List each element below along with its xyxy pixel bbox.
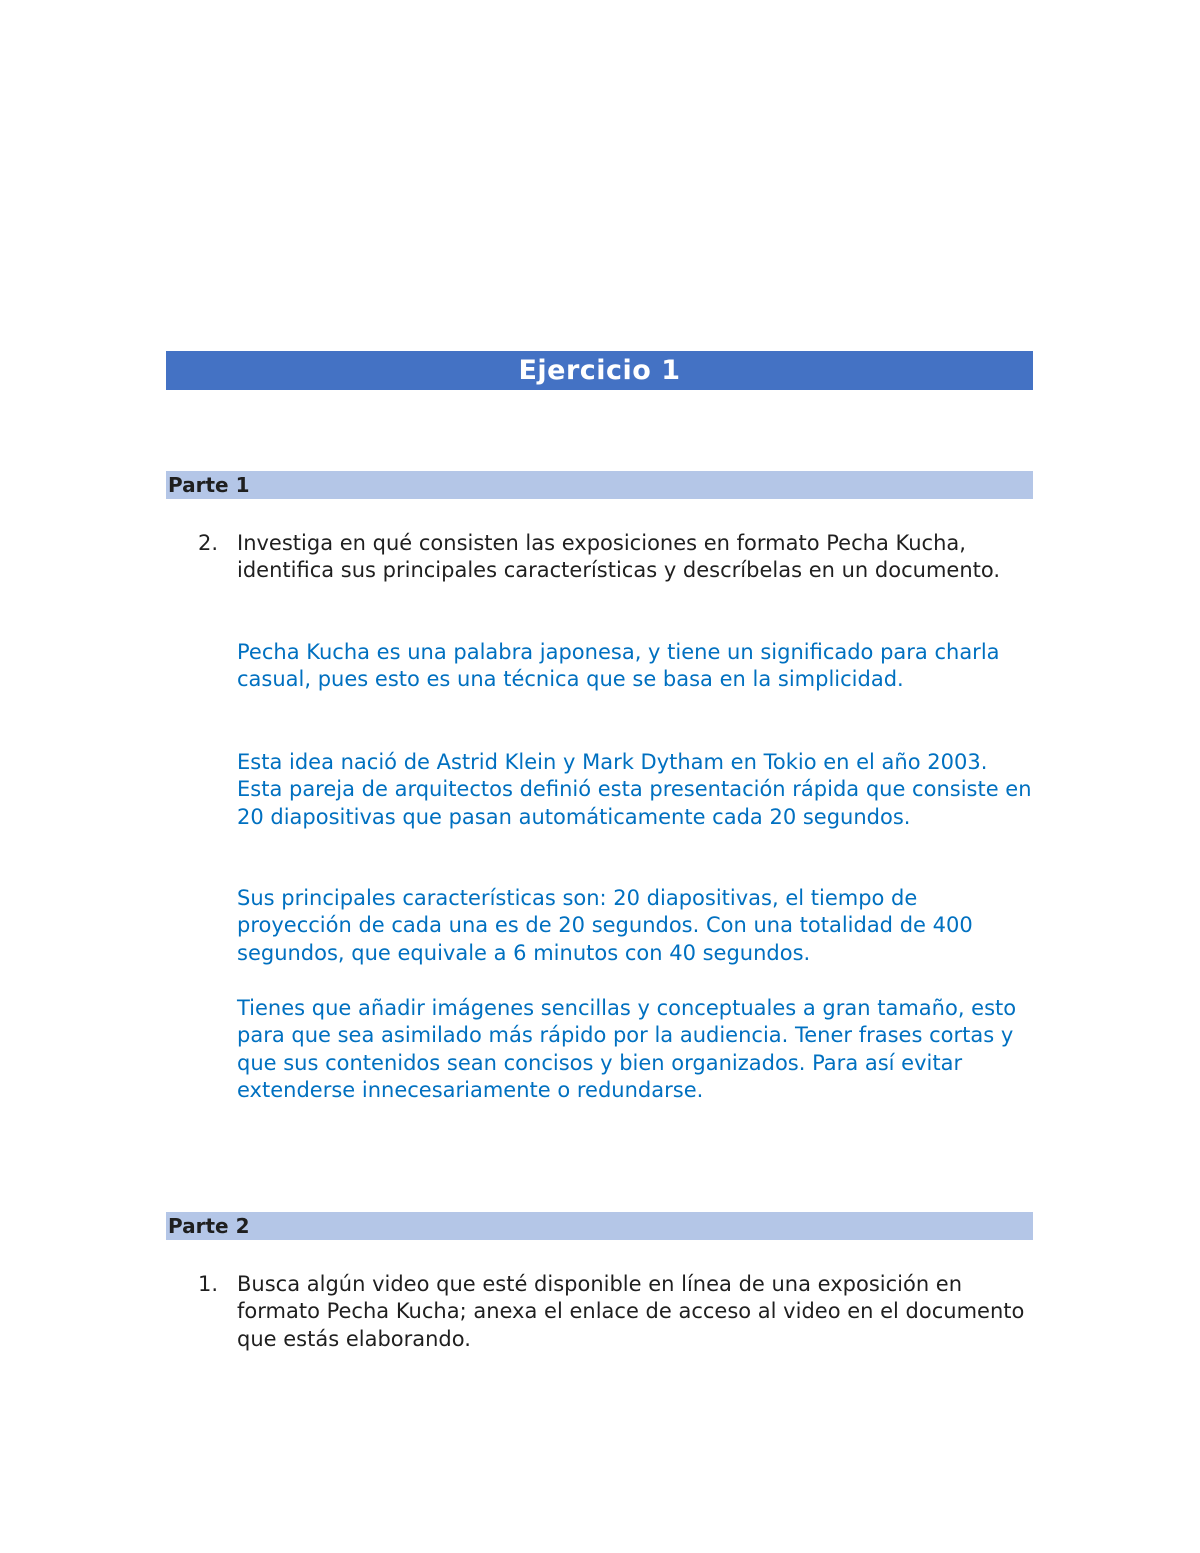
- part-1-heading: Parte 1: [166, 471, 1033, 499]
- question-text: Busca algún video que esté disponible en línea de una exposición en formato Pecha Kucha; anexa el enlace de acceso al video en el documento que estás elaborando.: [237, 1272, 1025, 1351]
- answer-paragraph-1: Pecha Kucha es una palabra japonesa, y tiene un significado para charla casual, pues esto es una técnica que se basa en la simplicidad.: [237, 640, 1000, 692]
- question-number: 1.: [198, 1272, 219, 1296]
- exercise-title: Ejercicio 1: [166, 351, 1033, 390]
- answer-paragraph-4: Tienes que añadir imágenes sencillas y conceptuales a gran tamaño, esto para que sea asimilado más rápido por la audiencia. Tener frases cortas y que sus contenidos sean concisos y bien organizados. Para así evitar extenderse innecesariamente o redundarse.: [237, 996, 1017, 1103]
- question-number: 2.: [198, 531, 219, 555]
- part-2-question: [166, 1271, 1033, 1353]
- answer-paragraph-2: Esta idea nació de Astrid Klein y Mark Dytham en Tokio en el año 2003. Esta pareja de arquitectos definió esta presentación rápida que consiste en 20 diapositivas que pasan automáticamente cada 20 segundos.: [237, 750, 1032, 829]
- answer-paragraph-3: Sus principales características son: 20 diapositivas, el tiempo de proyección de cada una es de 20 segundos. Con una totalidad de 400 segundos, que equivale a 6 minutos con 40 segundos.: [237, 886, 973, 965]
- part-1-question: [166, 530, 1033, 585]
- part-2-heading: Parte 2: [166, 1212, 1033, 1240]
- question-text: Investiga en qué consisten las exposiciones en formato Pecha Kucha, identifica sus principales características y descríbelas en un documento.: [237, 531, 1001, 583]
